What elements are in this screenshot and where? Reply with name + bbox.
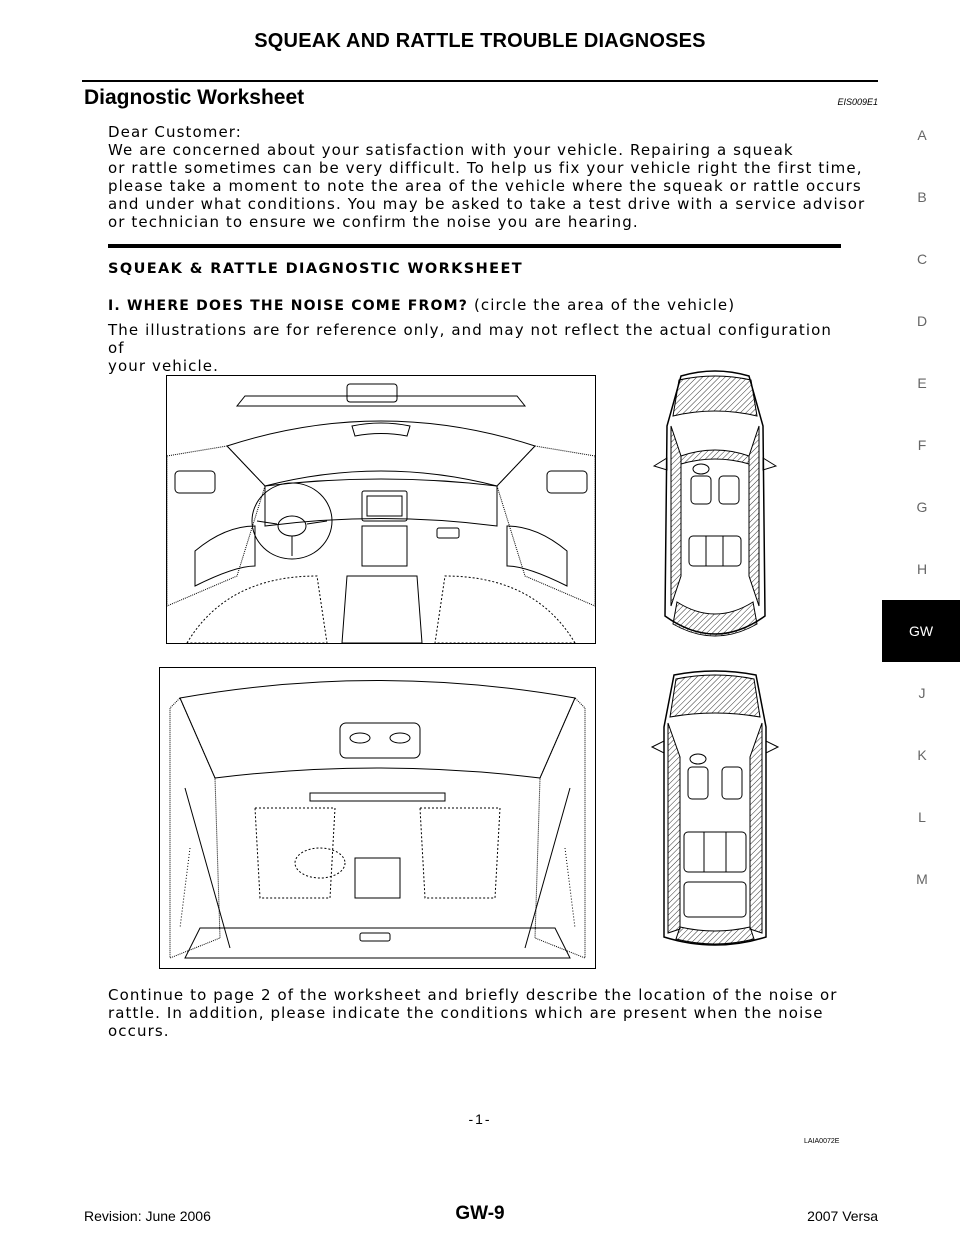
intro-line: We are concerned about your satisfaction with your vehicle. Repairing a squeak bbox=[108, 141, 794, 159]
side-tab-gw[interactable]: GW bbox=[882, 600, 960, 662]
side-tab-c[interactable]: C bbox=[916, 251, 928, 267]
page-header: SQUEAK AND RATTLE TROUBLE DIAGNOSES bbox=[254, 30, 706, 52]
footer-revision: Revision: June 2006 bbox=[84, 1208, 211, 1224]
side-tab-b[interactable]: B bbox=[917, 189, 927, 205]
side-tab-g[interactable]: G bbox=[916, 499, 928, 515]
continue-line: Continue to page 2 of the worksheet and briefly describe the location of the noise or bbox=[108, 986, 838, 1004]
side-tab-a[interactable]: A bbox=[917, 127, 927, 143]
note-line: your vehicle. bbox=[108, 357, 219, 375]
side-tab-l[interactable]: L bbox=[918, 809, 926, 825]
side-tab-m[interactable]: M bbox=[916, 871, 928, 887]
wagon-top-view-illustration[interactable] bbox=[650, 667, 780, 953]
intro-line: please take a moment to note the area of the vehicle where the squeak or rattle occurs bbox=[108, 177, 862, 195]
section-title: Diagnostic Worksheet bbox=[84, 86, 305, 109]
sedan-front-interior-illustration[interactable] bbox=[166, 375, 596, 644]
section-code: EIS009E1 bbox=[837, 97, 878, 107]
note-line: The illustrations are for reference only, and may not reflect the actual configuration of bbox=[108, 321, 832, 357]
header-rule bbox=[82, 80, 878, 82]
continue-line: occurs. bbox=[108, 1022, 170, 1040]
side-tab-h[interactable]: H bbox=[916, 561, 928, 577]
side-tab-e[interactable]: E bbox=[917, 375, 927, 391]
side-tab-d[interactable]: D bbox=[916, 313, 928, 329]
wagon-rear-interior-illustration[interactable] bbox=[159, 667, 596, 969]
section-divider bbox=[108, 244, 841, 248]
footer-model: 2007 Versa bbox=[807, 1208, 878, 1224]
question-1-label: I. WHERE DOES THE NOISE COME FROM? bbox=[108, 298, 469, 314]
intro-text bbox=[108, 123, 866, 231]
question-1-hint: (circle the area of the vehicle) bbox=[473, 296, 736, 314]
sedan-top-view-illustration[interactable] bbox=[651, 366, 779, 652]
intro-line: Dear Customer: bbox=[108, 123, 242, 141]
continue-line: rattle. In addition, please indicate the conditions which are present when the noise bbox=[108, 1004, 824, 1022]
intro-line: and under what conditions. You may be asked to take a test drive with a service advisor bbox=[108, 195, 866, 213]
question-1 bbox=[108, 296, 735, 314]
intro-line: or technician to ensure we confirm the noise you are hearing. bbox=[108, 213, 639, 231]
side-tab-k[interactable]: K bbox=[917, 747, 927, 763]
side-tab-f[interactable]: F bbox=[917, 437, 927, 453]
side-tab-index bbox=[884, 104, 960, 910]
figure-code: LAIA0072E bbox=[804, 1138, 840, 1145]
intro-line: or rattle sometimes can be very difficult. To help us fix your vehicle right the first time, bbox=[108, 159, 863, 177]
worksheet-title: SQUEAK & RATTLE DIAGNOSTIC WORKSHEET bbox=[108, 261, 524, 277]
footer-page-id: GW-9 bbox=[455, 1203, 505, 1224]
worksheet-page-number: -1- bbox=[468, 1111, 492, 1127]
continue-instructions bbox=[108, 986, 843, 1040]
side-tab-j[interactable]: J bbox=[918, 685, 926, 701]
